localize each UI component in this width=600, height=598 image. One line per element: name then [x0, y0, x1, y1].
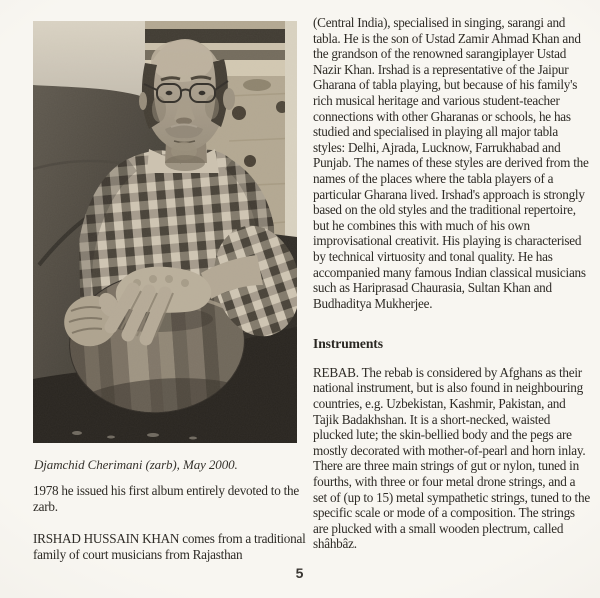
right-paragraph-1: (Central India), specialised in singing, sarangi and tabla. He is the son of Ustad Zamir Ahmad Khan and the grandson of the renowned sarangiplayer Ustad Nazir Khan. Irshad is a representative of the Jaipur Gharana of tabla playing, but because of his family's rich musical heritage and various student-teacher connections with other Gharanas or schools, he has studied and specialised in playing all major tabla styles: Delhi, Ajrada, Lucknow, Farrukhabad and Punjab. The names of these styles are derived from the names of the places where the tabla players of a particular Gharana lived. Irshad's approach is strongly based on the old styles and the traditional repertoire, but he combines this with much of his own improvisational creativit. His playing is characterised by technical virtuosity and tonal quality. He has accompanied many famous Indian classical musicians such as Hariprasad Chaurasia, Sultan Khan and Budhaditya Mukherjee.: [313, 15, 589, 311]
photo-caption: Djamchid Cherimani (zarb), May 2000.: [34, 457, 238, 472]
left-paragraph-1: 1978 he issued his first album entirely devoted to the zarb.: [33, 483, 299, 514]
left-paragraph-2: IRSHAD HUSSAIN KHAN comes from a traditional family of court musicians from Rajasthan: [33, 531, 306, 562]
photo-of-musician: [33, 21, 297, 443]
page-number: 5: [295, 565, 305, 581]
photo-illustration: [33, 21, 297, 443]
right-column: [313, 15, 590, 552]
right-paragraph-2: REBAB. The rebab is considered by Afghans as their national instrument, but is also found in neighbouring countries, e.g. Uzbekistan, Kashmir, Pakistan, and Tajik Badakhshan. It is a short-necked, waisted plucked lute; the skin-bellied body and the pegs are mostly decorated with mother-of-pearl and horn inlay. There are three main strings of gut or nylon, tuned in fourths, with three or four metal drone strings, and a set of (up to 15) metal sympathetic strings, tuned to the specific scale or mode of a composition. The strings are plucked with a small wooden plectrum, called shâhbâz.: [313, 364, 590, 552]
film-grain-overlay: [33, 21, 297, 443]
instruments-heading: Instruments: [313, 336, 383, 352]
